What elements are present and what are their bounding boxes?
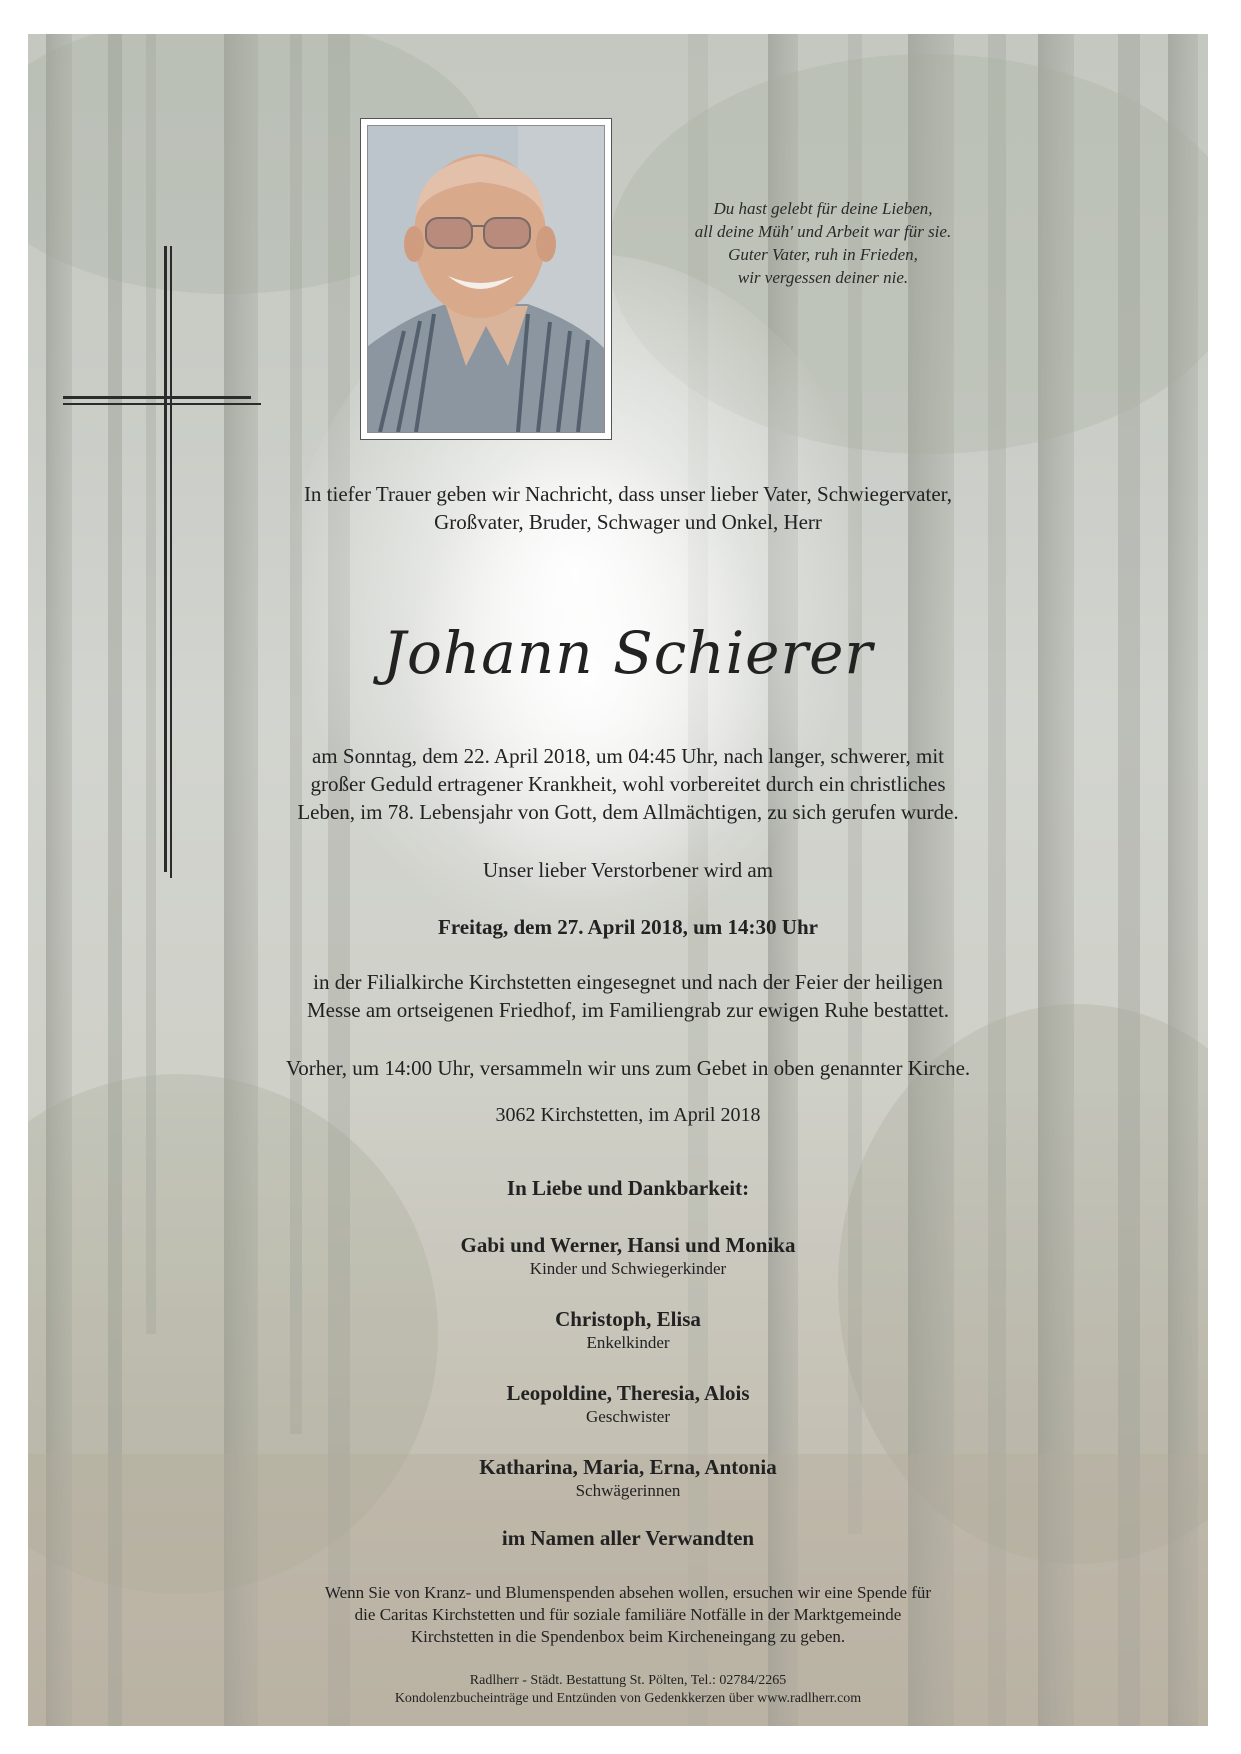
donation-line: Wenn Sie von Kranz- und Blumenspenden absehen wollen, ersuchen wir eine Spende für — [324, 1583, 932, 1602]
place-date: 3062 Kirchstetten, im April 2018 — [495, 1104, 761, 1126]
mourner-names: Leopoldine, Theresia, Alois — [506, 1381, 750, 1405]
mourner-relation: Kinder und Schwiegerkinder — [529, 1259, 727, 1278]
mourner-relation: Enkelkinder — [586, 1333, 670, 1352]
funeral-intro: Unser lieber Verstorbener wird am — [482, 858, 773, 882]
mourner-group — [198, 1306, 1058, 1354]
death-notice — [198, 742, 1058, 826]
death-notice-line: großer Geduld ertragener Krankheit, wohl vorbereitet durch ein christliches — [310, 772, 946, 796]
prayer-notice: Vorher, um 14:00 Uhr, versammeln wir uns zum Gebet in oben genannter Kirche. — [285, 1056, 971, 1080]
mourner-names: Katharina, Maria, Erna, Antonia — [479, 1455, 777, 1479]
footer-contact: Radlherr - Städt. Bestattung St. Pölten, Tel.: 02784/2265 — [469, 1673, 787, 1688]
donation-line: die Caritas Kirchstetten und für soziale familiäre Notfälle in der Marktgemeinde — [354, 1605, 902, 1624]
footer-condolence: Kondolenzbucheinträge und Entzünden von Gedenkkerzen über www.radlherr.com — [394, 1691, 862, 1706]
memorial-verse — [658, 197, 988, 289]
death-notice-line: Leben, im 78. Lebensjahr von Gott, dem Allmächtigen, zu sich gerufen wurde. — [297, 800, 959, 824]
obituary-card — [28, 34, 1208, 1726]
mourner-names: Gabi und Werner, Hansi und Monika — [460, 1233, 796, 1257]
mourner-group — [198, 1380, 1058, 1428]
obituary-content — [28, 34, 1208, 1726]
funeral-date: Freitag, dem 27. April 2018, um 14:30 Uhr — [438, 915, 818, 939]
footer — [198, 1672, 1058, 1708]
verse-line: Du hast gelebt für deine Lieben, — [713, 199, 933, 218]
funeral-details — [198, 968, 1058, 1024]
intro-line: In tiefer Trauer geben wir Nachricht, dass unser lieber Vater, Schwiegervater, — [303, 482, 953, 506]
deceased-name: Johann Schierer — [382, 619, 874, 687]
mourner-relation: Geschwister — [585, 1407, 671, 1426]
donation-notice — [198, 1582, 1058, 1648]
closing-line: im Namen aller Verwandten — [501, 1526, 755, 1550]
verse-line: wir vergessen deiner nie. — [737, 268, 909, 287]
announcement-intro — [198, 480, 1058, 536]
verse-line: all deine Müh' und Arbeit war für sie. — [694, 222, 952, 241]
portrait-photo — [367, 125, 605, 433]
intro-line: Großvater, Bruder, Schwager und Onkel, Herr — [434, 510, 822, 534]
thanks-heading: In Liebe und Dankbarkeit: — [506, 1176, 750, 1200]
mourner-names: Christoph, Elisa — [555, 1307, 701, 1331]
mourner-group — [198, 1232, 1058, 1280]
verse-line: Guter Vater, ruh in Frieden, — [728, 245, 918, 264]
portrait-frame — [360, 118, 612, 440]
funeral-details-line: Messe am ortseigenen Friedhof, im Familiengrab zur ewigen Ruhe bestattet. — [306, 998, 950, 1022]
donation-line: Kirchstetten in die Spendenbox beim Kircheneingang zu geben. — [410, 1627, 846, 1646]
mourner-relation: Schwägerinnen — [575, 1481, 681, 1500]
funeral-details-line: in der Filialkirche Kirchstetten eingesegnet und nach der Feier der heiligen — [313, 970, 943, 994]
mourner-group — [198, 1454, 1058, 1502]
death-notice-line: am Sonntag, dem 22. April 2018, um 04:45 Uhr, nach langer, schwerer, mit — [311, 744, 945, 768]
